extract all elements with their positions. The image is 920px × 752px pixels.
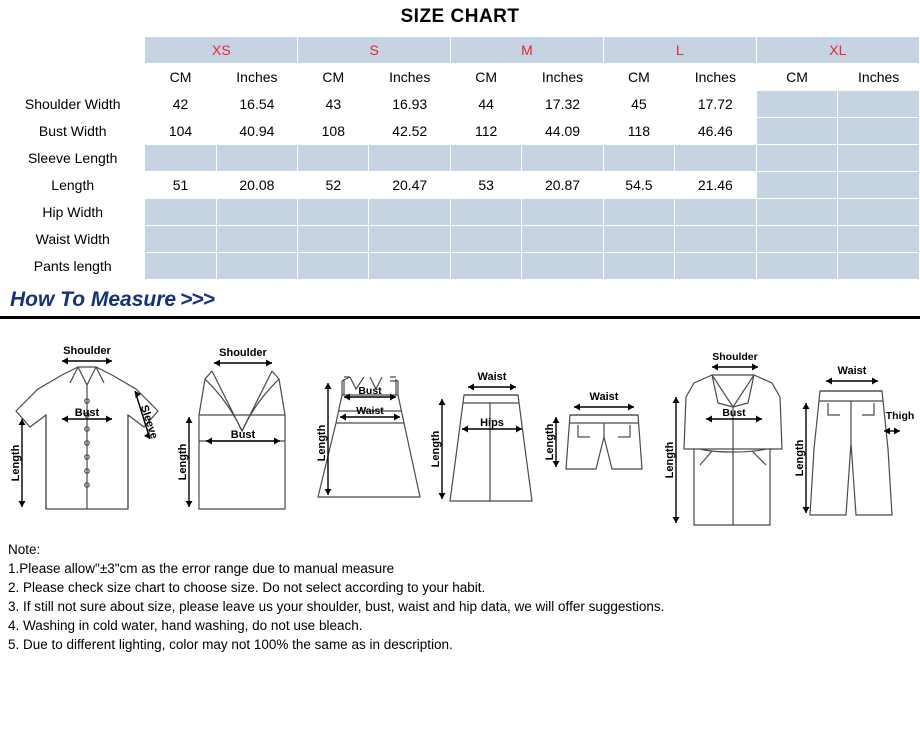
unit-s-in: Inches [369, 64, 451, 91]
cell-pants-xs-in [216, 253, 298, 280]
cell-shoulder-xs-in: 16.54 [216, 91, 298, 118]
svg-text:Bust: Bust [358, 385, 382, 397]
cell-waist-xs-cm [145, 226, 216, 253]
unit-xs-cm: CM [145, 64, 216, 91]
svg-text:Waist: Waist [356, 405, 384, 417]
cell-sleeve-xl-in [838, 145, 920, 172]
cell-sleeve-l-cm [603, 145, 674, 172]
cell-waist-l-cm [603, 226, 674, 253]
cell-pants-xs-cm [145, 253, 216, 280]
figure-coat [664, 351, 782, 525]
cell-shoulder-s-cm: 43 [298, 91, 369, 118]
svg-text:Bust: Bust [722, 407, 746, 419]
cell-pants-xl-cm [756, 253, 838, 280]
note-line-5: 5. Due to different lighting, color may not 100% the same as in description. [8, 637, 453, 652]
cell-hip-l-in [675, 199, 757, 226]
svg-text:Shoulder: Shoulder [712, 351, 758, 363]
row-label-pants-length: Pants length [1, 253, 145, 280]
cell-shoulder-l-in: 17.72 [675, 91, 757, 118]
unit-s-cm: CM [298, 64, 369, 91]
cell-bust-l-cm: 118 [603, 118, 674, 145]
cell-hip-xs-cm [145, 199, 216, 226]
table-row [1, 172, 920, 199]
cell-waist-l-in [675, 226, 757, 253]
cell-hip-xs-in [216, 199, 298, 226]
cell-bust-xs-cm: 104 [145, 118, 216, 145]
cell-shoulder-m-cm: 44 [451, 91, 522, 118]
table-row [1, 226, 920, 253]
svg-text:Waist: Waist [477, 371, 507, 383]
cell-sleeve-xl-cm [756, 145, 838, 172]
size-header-l: L [603, 37, 756, 64]
cell-pants-l-cm [603, 253, 674, 280]
unit-m-cm: CM [451, 64, 522, 91]
cell-length-m-cm: 53 [451, 172, 522, 199]
cell-length-xs-cm: 51 [145, 172, 216, 199]
cell-bust-s-cm: 108 [298, 118, 369, 145]
cell-bust-s-in: 42.52 [369, 118, 451, 145]
cell-hip-s-in [369, 199, 451, 226]
unit-m-in: Inches [522, 64, 604, 91]
cell-hip-m-cm [451, 199, 522, 226]
cell-waist-xl-in [838, 226, 920, 253]
unit-xs-in: Inches [216, 64, 298, 91]
svg-text:Hips: Hips [480, 417, 504, 429]
how-to-measure-section [0, 288, 920, 312]
measure-figures [0, 319, 920, 534]
cell-waist-xl-cm [756, 226, 838, 253]
unit-l-in: Inches [675, 64, 757, 91]
svg-text:Length: Length [664, 441, 676, 479]
cell-hip-l-cm [603, 199, 674, 226]
size-header-m: M [451, 37, 604, 64]
row-label-hip-width: Hip Width [1, 199, 145, 226]
cell-sleeve-m-in [522, 145, 604, 172]
row-label-shoulder-width: Shoulder Width [1, 91, 145, 118]
cell-pants-l-in [675, 253, 757, 280]
size-header-xl: XL [756, 37, 919, 64]
cell-pants-s-cm [298, 253, 369, 280]
corner-cell [1, 37, 145, 64]
figure-camisole [177, 347, 285, 509]
cell-hip-xl-in [838, 199, 920, 226]
row-label-waist-width: Waist Width [1, 226, 145, 253]
svg-text:Waist: Waist [589, 391, 619, 403]
table-row [1, 91, 920, 118]
size-chart-table [0, 36, 920, 280]
cell-bust-m-in: 44.09 [522, 118, 604, 145]
cell-length-xl-cm [756, 172, 838, 199]
cell-sleeve-s-cm [298, 145, 369, 172]
cell-hip-s-cm [298, 199, 369, 226]
cell-pants-s-in [369, 253, 451, 280]
svg-text:Length: Length [430, 430, 442, 468]
cell-length-xl-in [838, 172, 920, 199]
page-title: SIZE CHART [400, 6, 520, 27]
size-header-xs: XS [145, 37, 298, 64]
note-line-2: 2. Please check size chart to choose size. Do not select according to your habit. [8, 580, 486, 595]
figure-blouse [10, 345, 160, 509]
corner-cell-2 [1, 64, 145, 91]
cell-waist-s-in [369, 226, 451, 253]
unit-l-cm: CM [603, 64, 674, 91]
cell-shoulder-xs-cm: 42 [145, 91, 216, 118]
size-header-row [1, 37, 920, 64]
cell-bust-xl-in [838, 118, 920, 145]
figure-pants [794, 365, 914, 515]
cell-waist-m-in [522, 226, 604, 253]
cell-sleeve-l-in [675, 145, 757, 172]
how-to-measure-heading: How To Measure [10, 288, 177, 311]
cell-hip-m-in [522, 199, 604, 226]
svg-text:Waist: Waist [837, 365, 867, 377]
cell-waist-s-cm [298, 226, 369, 253]
svg-text:Bust: Bust [74, 407, 100, 419]
table-row [1, 145, 920, 172]
svg-text:Length: Length [544, 423, 556, 461]
note-section [0, 534, 920, 654]
note-heading: Note: [8, 542, 41, 557]
row-label-length: Length [1, 172, 145, 199]
cell-length-m-in: 20.87 [522, 172, 604, 199]
cell-waist-m-cm [451, 226, 522, 253]
cell-length-xs-in: 20.08 [216, 172, 298, 199]
size-header-s: S [298, 37, 451, 64]
cell-pants-m-cm [451, 253, 522, 280]
table-row [1, 118, 920, 145]
cell-waist-xs-in [216, 226, 298, 253]
cell-length-l-cm: 54.5 [603, 172, 674, 199]
svg-text:Bust: Bust [230, 429, 256, 441]
figure-dress [316, 377, 420, 497]
cell-shoulder-xl-cm [756, 91, 838, 118]
svg-text:Sleeve: Sleeve [137, 403, 160, 441]
note-line-1: 1.Please allow"±3"cm as the error range due to manual measure [8, 561, 395, 576]
cell-bust-xl-cm [756, 118, 838, 145]
svg-text:Length: Length [794, 439, 806, 477]
unit-xl-in: Inches [838, 64, 920, 91]
cell-shoulder-m-in: 17.32 [522, 91, 604, 118]
svg-text:Length: Length [10, 444, 22, 482]
cell-sleeve-s-in [369, 145, 451, 172]
cell-sleeve-xs-in [216, 145, 298, 172]
svg-text:Thigh: Thigh [885, 410, 915, 422]
cell-bust-xs-in: 40.94 [216, 118, 298, 145]
svg-text:Shoulder: Shoulder [63, 345, 111, 357]
row-label-bust-width: Bust Width [1, 118, 145, 145]
cell-hip-xl-cm [756, 199, 838, 226]
svg-text:Length: Length [316, 424, 328, 462]
cell-pants-m-in [522, 253, 604, 280]
cell-shoulder-xl-in [838, 91, 920, 118]
figure-shorts [544, 391, 642, 469]
cell-bust-m-cm: 112 [451, 118, 522, 145]
svg-text:Length: Length [177, 443, 189, 481]
svg-text:Shoulder: Shoulder [219, 347, 267, 359]
cell-length-s-cm: 52 [298, 172, 369, 199]
figure-skirt [430, 371, 532, 501]
table-row [1, 199, 920, 226]
cell-length-s-in: 20.47 [369, 172, 451, 199]
row-label-sleeve-length: Sleeve Length [1, 145, 145, 172]
cell-sleeve-m-cm [451, 145, 522, 172]
cell-bust-l-in: 46.46 [675, 118, 757, 145]
note-line-4: 4. Washing in cold water, hand washing, do not use bleach. [8, 618, 363, 633]
cell-pants-xl-in [838, 253, 920, 280]
cell-shoulder-s-in: 16.93 [369, 91, 451, 118]
cell-length-l-in: 21.46 [675, 172, 757, 199]
note-line-3: 3. If still not sure about size, please leave us your shoulder, bust, waist and hip data, we will offer suggestions. [8, 599, 665, 614]
cell-shoulder-l-cm: 45 [603, 91, 674, 118]
unit-header-row [1, 64, 920, 91]
how-to-measure-arrows: >>> [180, 288, 215, 311]
table-row [1, 253, 920, 280]
unit-xl-cm: CM [756, 64, 838, 91]
cell-sleeve-xs-cm [145, 145, 216, 172]
